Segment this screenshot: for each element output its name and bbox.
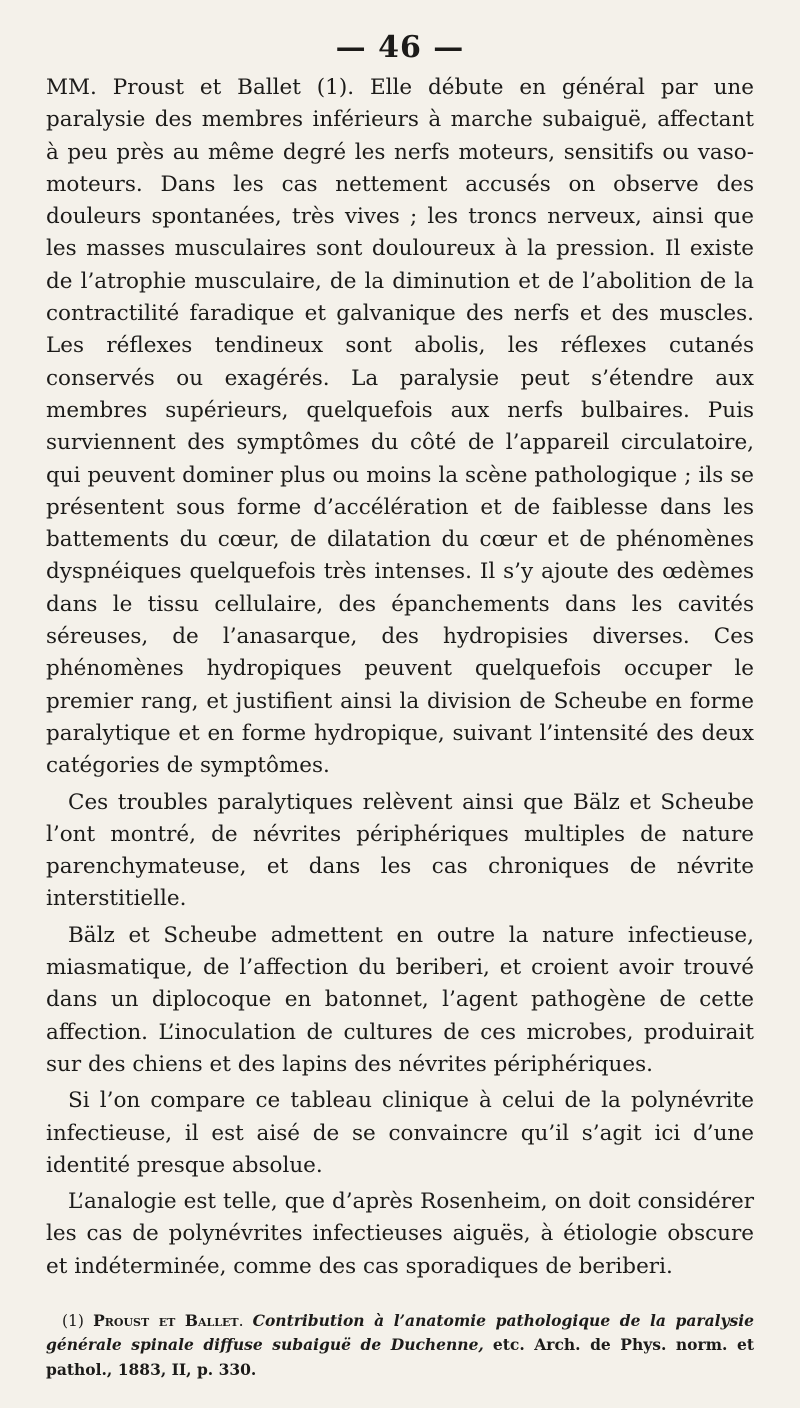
footnote: (1) Proust et Ballet. Contribution à l’anatomie pathologique de la paralysie générale spinale diffuse subaiguë de Duchenne, etc. Arch. de Phys. norm. et pathol., 1883, II, p. 330. [46,1310,754,1379]
page-number: — 46 — [335,30,465,65]
paragraph-3: Bälz et Scheube admettent en outre la nature infectieuse, miasmatique, de l’affection du beriberi, et croient avoir trouvé dans un diplocoque en batonnet, l’agent pathogène de cette affection. L’inoculation de cultures de ces microbes, produirait sur des chiens et des lapins des névrites périphériques. [46,922,754,1077]
body-text [46,72,754,1283]
footnote-title: Contribution à l’anatomie pathologique de la paralysie générale spinale diffuse subaiguë de Duchenne, [46,1310,754,1355]
paragraph-4: Si l’on compare ce tableau clinique à celui de la polynévrite infectieuse, il est aisé de se convaincre qu’il s’agit ici d’une identité presque absolue. [46,1088,754,1178]
footnote-marker: (1) [62,1311,84,1330]
paragraph-5: L’analogie est telle, que d’après Rosenheim, on doit considérer les cas de polynévrites infectieuses aiguës, à étiologie obscure et indéterminée, comme des cas sporadiques de beriberi. [46,1189,754,1279]
footnote-reference: etc. Arch. de Phys. norm. et pathol., 1883, II, p. 330. [46,1335,754,1379]
footnote-authors: Proust et Ballet [93,1310,239,1330]
paragraph-1: MM. Proust et Ballet (1). Elle débute en général par une paralysie des membres inférieurs à marche subaiguë, affectant à peu près au même degré les nerfs moteurs, sensitifs ou vaso-moteurs. Dans les cas nettement accusés on observe des douleurs spontanées, très vives ; les troncs nerveux, ainsi que les masses musculaires sont douloureux à la pression. Il existe de l’atrophie musculaire, de la diminution et de l’abolition de la contractilité faradique et galvanique des nerfs et des muscles. Les réflexes tendineux sont abolis, les réflexes cutanés conservés ou exagérés. La paralysie peut s’étendre aux membres supérieurs, quelquefois aux nerfs bulbaires. Puis surviennent des symptômes du côté de l’appareil circulatoire, qui peuvent dominer plus ou moins la scène pathologique ; ils se présentent sous forme d’accélération et de faiblesse dans les battements du cœur, de dilatation du cœur et de phénomènes dyspnéiques quelquefois très intenses. Il s’y ajoute des œdèmes dans le tissu cellulaire, des épanchements dans les cavités séreuses, de l’anasarque, des hydropisies diverses. Ces phénomènes hydropiques peuvent quelquefois occuper le premier rang, et justifient ainsi la division de Scheube en forme paralytique et en forme hydropique, suivant l’intensité des deux catégories de symptômes. [46,75,754,779]
paragraph-2: Ces troubles paralytiques relèvent ainsi que Bälz et Scheube l’ont montré, de névrites périphériques multiples de nature parenchymateuse, et dans les cas chroniques de névrite interstitielle. [46,789,754,912]
